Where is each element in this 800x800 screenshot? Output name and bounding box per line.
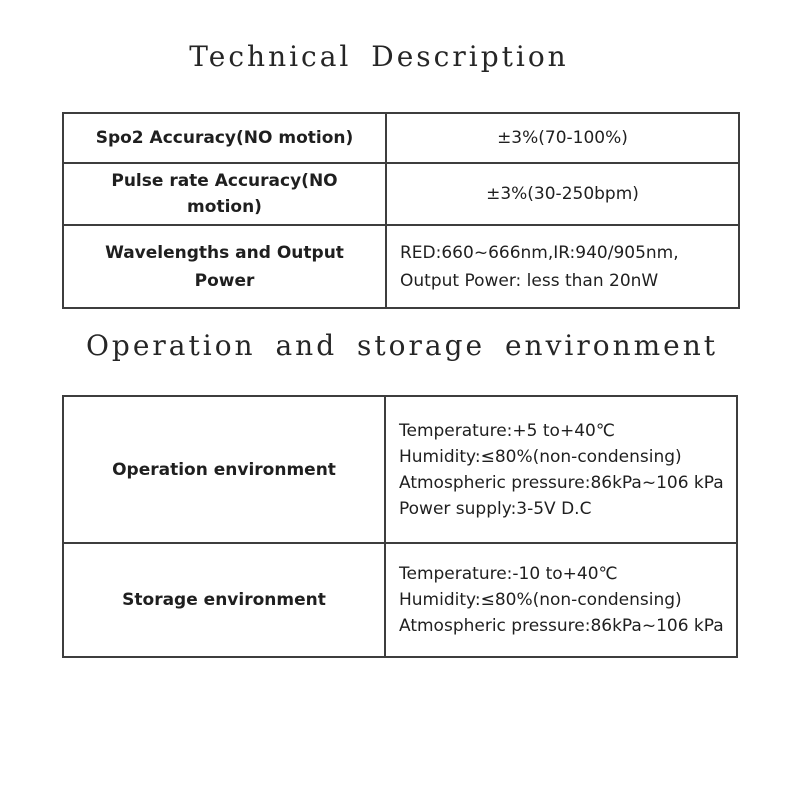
spec-label-wavelengths-output-power	[64, 226, 387, 307]
spec-label-text: Pulse rate Accuracy(NO motion)	[111, 171, 338, 217]
spec-value-line: Atmospheric pressure:86kPa~106 kPa	[399, 472, 724, 493]
spec-value-line: RED:660~666nm,IR:940/905nm,	[400, 242, 679, 263]
spec-label-operation-environment	[64, 397, 386, 542]
spec-value-line: Humidity:≤80%(non-condensing)	[399, 446, 682, 467]
spec-value-line: Humidity:≤80%(non-condensing)	[399, 590, 682, 610]
spec-value-line: Temperature:-10 to+40℃	[399, 564, 618, 584]
technical-description-table	[62, 112, 740, 309]
section-title-operation-storage-environment: Operation and storage environment	[85, 329, 719, 362]
spec-value-text: ±3%(70-100%)	[497, 128, 628, 148]
spec-value-line: Power supply:3-5V D.C	[399, 498, 592, 519]
table-row	[64, 114, 738, 162]
spec-value-text: ±3%(30-250bpm)	[486, 184, 639, 204]
spec-label-text: Wavelengths and Output Power	[105, 242, 344, 291]
table-row	[64, 542, 736, 656]
spec-value-operation-environment	[386, 397, 736, 542]
spec-value-line: Output Power: less than 20nW	[400, 270, 659, 291]
section-title-technical-description: Technical Description	[189, 40, 569, 73]
table-row	[64, 224, 738, 307]
spec-label-text: Storage environment	[122, 590, 326, 610]
spec-value-line: Temperature:+5 to+40℃	[399, 420, 615, 441]
spec-value-spo2-accuracy	[387, 114, 738, 162]
spec-label-text: Spo2 Accuracy(NO motion)	[95, 128, 354, 148]
spec-value-wavelengths-output-power	[387, 226, 738, 307]
spec-value-storage-environment	[386, 544, 736, 656]
spec-label-text: Operation environment	[112, 459, 336, 480]
environment-table	[62, 395, 738, 658]
spec-value-pulse-rate-accuracy	[387, 164, 738, 224]
spec-value-line: Atmospheric pressure:86kPa~106 kPa	[399, 616, 724, 636]
spec-label-storage-environment	[64, 544, 386, 656]
table-row	[64, 397, 736, 542]
spec-label-pulse-rate-accuracy	[64, 164, 387, 224]
table-row	[64, 162, 738, 224]
spec-label-spo2-accuracy	[64, 114, 387, 162]
